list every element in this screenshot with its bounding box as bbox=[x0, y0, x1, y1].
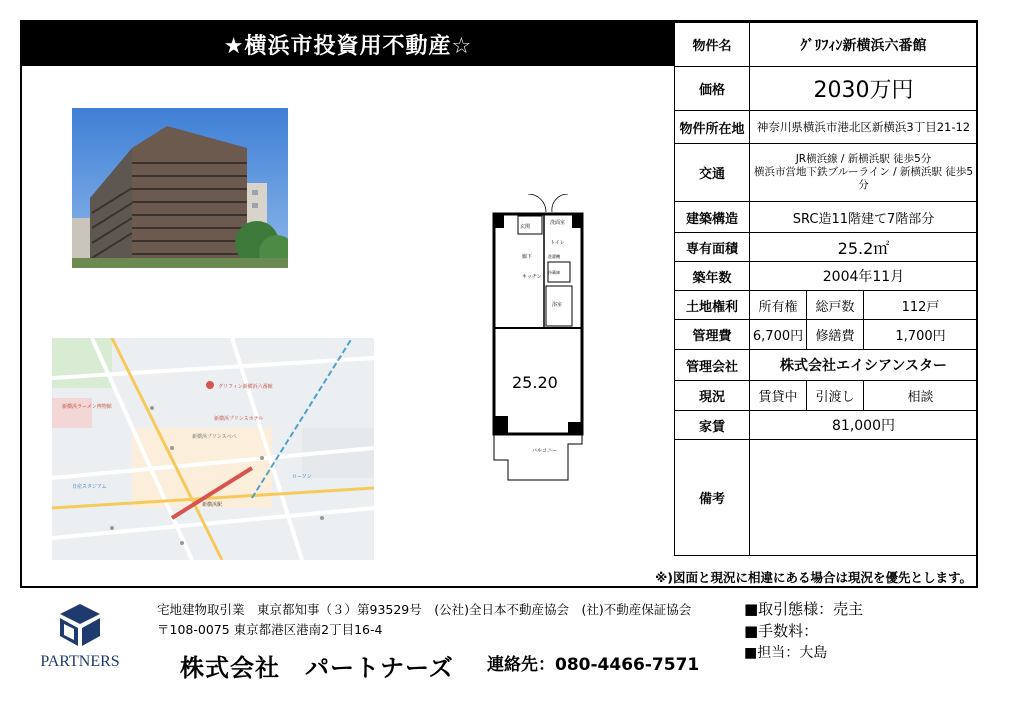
rent-value: 81,000円 bbox=[750, 411, 978, 440]
handover-value: 相談 bbox=[864, 381, 978, 411]
built-value: 2004年11月 bbox=[750, 262, 978, 291]
partners-logo bbox=[30, 598, 130, 678]
spec-label: 築年数 bbox=[675, 262, 750, 291]
address-value: 神奈川県横浜市港北区新横浜3丁目21-12 bbox=[750, 111, 978, 144]
room-label: 洗面室 bbox=[550, 220, 566, 226]
spec-label: 土地権利 bbox=[675, 291, 750, 320]
spec-label: 修繕費 bbox=[807, 320, 864, 350]
company-address: 〒108-0075 東京都港区港南2丁目16-4 bbox=[157, 622, 383, 637]
repair-value: 1,700円 bbox=[864, 320, 978, 350]
footer bbox=[0, 594, 1018, 720]
room-label: 冷蔵庫 bbox=[548, 270, 560, 275]
room-label: トイレ bbox=[550, 240, 565, 246]
access-line: JR横浜線 / 新横浜駅 徒歩5分 bbox=[795, 153, 932, 165]
map-label: 新横浜プリンスホテル bbox=[214, 416, 264, 422]
room-label: 玄関 bbox=[520, 224, 531, 230]
map-label: 日産スタジアム bbox=[72, 484, 107, 490]
disclaimer-note: ※)図面と現況に相違にある場合は現況を優先とします。 bbox=[655, 570, 972, 585]
remarks-value bbox=[750, 440, 978, 556]
building-photo bbox=[72, 108, 288, 268]
structure-value: SRC造11階建て7階部分 bbox=[750, 202, 978, 233]
logo-text: PARTNERS bbox=[40, 653, 120, 670]
property-sheet bbox=[20, 20, 978, 588]
access-line: 横浜市営地下鉄ブルーライン / 新横浜駅 徒歩5 bbox=[754, 166, 973, 178]
spec-label: 交通 bbox=[675, 144, 750, 202]
location-map[interactable] bbox=[52, 338, 374, 560]
map-label: 新横浜駅 bbox=[202, 502, 223, 508]
map-label: グリフィン新横浜六番館 bbox=[218, 384, 273, 390]
contact-phone[interactable]: 連絡先：080-4466-7571 bbox=[487, 655, 700, 675]
room-label: 洗濯機 bbox=[548, 254, 560, 259]
property-name: ｸﾞﾘﾌｨﾝ新横浜六番館 bbox=[750, 23, 978, 67]
floor-area-label: 25.20 bbox=[512, 373, 558, 392]
room-label: 浴室 bbox=[552, 302, 563, 308]
spec-label: 引渡し bbox=[807, 381, 864, 411]
spec-label: 管理会社 bbox=[675, 350, 750, 381]
floor-plan bbox=[488, 194, 596, 488]
room-label: キッチン bbox=[522, 274, 542, 280]
mgmt-fee-value: 6,700円 bbox=[750, 320, 807, 350]
company-name: 株式会社 パートナーズ bbox=[180, 654, 454, 682]
spec-label: 建築構造 bbox=[675, 202, 750, 233]
map-label: 新横浜プリンスペペ bbox=[192, 434, 237, 440]
area-value: 25.2㎡ bbox=[750, 233, 978, 262]
price-value: 2030万円 bbox=[750, 67, 978, 111]
license-text: 宅地建物取引業 東京都知事（３）第93529号 (公社)全日本不動産協会 (社)不動産保証協会 bbox=[157, 602, 692, 617]
map-label: ローソン bbox=[292, 474, 312, 480]
spec-label: 専有面積 bbox=[675, 233, 750, 262]
land-value: 所有権 bbox=[750, 291, 807, 320]
units-value: 112戸 bbox=[864, 291, 978, 320]
staff: ■担当：大島 bbox=[744, 645, 828, 661]
spec-label: 物件所在地 bbox=[675, 111, 750, 144]
room-label: 廊下 bbox=[522, 254, 533, 260]
spec-label: 現況 bbox=[675, 381, 750, 411]
access-line: 分 bbox=[858, 179, 869, 191]
banner-title: ★横浜市投資用不動産☆ bbox=[22, 22, 674, 66]
spec-label: 総戸数 bbox=[807, 291, 864, 320]
spec-label: 物件名 bbox=[675, 23, 750, 67]
spec-label: 管理費 bbox=[675, 320, 750, 350]
spec-label: 価格 bbox=[675, 67, 750, 111]
transaction-type: ■取引態様：売主 bbox=[744, 600, 864, 618]
spec-label: 家賃 bbox=[675, 411, 750, 440]
map-label: 新横浜ラーメン博物館 bbox=[62, 404, 112, 410]
spec-label: 備考 bbox=[675, 440, 750, 556]
commission: ■手数料： bbox=[744, 622, 819, 640]
spec-table bbox=[674, 22, 978, 556]
status-value: 賃貸中 bbox=[750, 381, 807, 411]
room-label: バルコニー bbox=[532, 448, 558, 454]
mgmt-co-value: 株式会社エイシアンスター bbox=[750, 350, 978, 381]
access-value bbox=[750, 144, 978, 202]
